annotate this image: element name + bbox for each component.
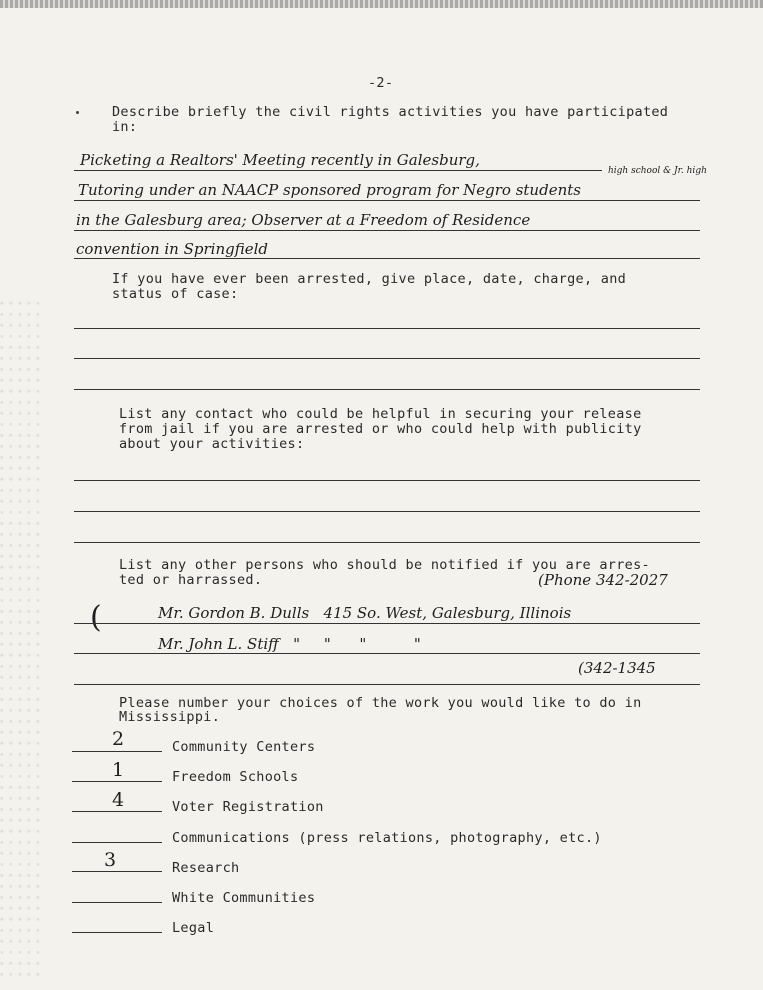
- q1-answer-line3: in the Galesburg area; Observer at a Freedom of Residence: [76, 211, 531, 229]
- choice-label: Voter Registration: [172, 799, 324, 815]
- q4-person2: Mr. John L. Stiff " " " ": [158, 635, 421, 653]
- q4-phone2: (342-1345: [578, 659, 656, 677]
- scan-edge: [0, 0, 763, 8]
- q4-answer-rule-1: [74, 623, 700, 624]
- choice-label: Communications (press relations, photography, etc.): [172, 830, 602, 846]
- bullet-marker: [76, 111, 79, 114]
- bracket-mark: (: [90, 600, 102, 635]
- q2-answer-rule-3: [74, 389, 700, 390]
- q1-margin-note: high school & Jr. high: [608, 166, 707, 176]
- q4-phone1: (Phone 342-2027: [538, 571, 668, 589]
- q3-line3: about your activities:: [119, 436, 305, 452]
- q5-line2: Mississippi.: [119, 709, 221, 725]
- q1-answer-rule-2: [74, 200, 700, 201]
- q1-answer-line2: Tutoring under an NAACP sponsored program for Negro students: [78, 181, 581, 199]
- choice-blank: [72, 842, 162, 843]
- q1-answer-rule-3: [74, 230, 700, 231]
- choice-label: Research: [172, 860, 240, 876]
- q4-line2: ted or harrassed.: [119, 572, 263, 588]
- q4-line1: List any other persons who should be notified if you are arres-: [119, 557, 650, 573]
- q2-line2: status of case:: [112, 286, 239, 302]
- choice-rank: 1: [112, 759, 125, 781]
- choice-blank: [72, 932, 162, 933]
- choice-rank: 2: [112, 728, 125, 750]
- choice-blank: [72, 781, 162, 782]
- q1-answer-line1: Picketing a Realtors' Meeting recently in Galesburg,: [80, 151, 480, 169]
- q4-answer-rule-2: [74, 653, 700, 654]
- q3-line2: from jail if you are arrested or who could help with publicity: [119, 421, 642, 437]
- q1-line2: in:: [112, 119, 138, 135]
- q4-person1: Mr. Gordon B. Dulls 415 So. West, Galesburg, Illinois: [158, 604, 572, 622]
- choice-blank: [72, 871, 162, 872]
- q3-line1: List any contact who could be helpful in securing your release: [119, 406, 642, 422]
- q5-line1: Please number your choices of the work you would like to do in: [119, 695, 642, 711]
- q2-line1: If you have ever been arrested, give place, date, charge, and: [112, 271, 627, 287]
- choice-rank: 4: [112, 789, 125, 811]
- choice-rank: 3: [104, 849, 117, 871]
- page-number: -2-: [368, 75, 394, 91]
- q1-answer-rule-4: [74, 258, 700, 259]
- choice-label: Community Centers: [172, 739, 316, 755]
- scan-noise: [0, 300, 40, 980]
- choice-label: White Communities: [172, 890, 316, 906]
- q4-answer-rule-3: [74, 684, 700, 685]
- q3-answer-rule-2: [74, 511, 700, 512]
- q2-answer-rule-2: [74, 358, 700, 359]
- q1-line1: Describe briefly the civil rights activities you have participated: [112, 104, 669, 120]
- choice-label: Freedom Schools: [172, 769, 299, 785]
- q3-answer-rule-1: [74, 480, 700, 481]
- choice-label: Legal: [172, 920, 215, 936]
- q2-answer-rule-1: [74, 328, 700, 329]
- q1-answer-rule-1: [74, 170, 602, 171]
- choice-blank: [72, 902, 162, 903]
- q3-answer-rule-3: [74, 542, 700, 543]
- choice-blank: [72, 751, 162, 752]
- choice-blank: [72, 811, 162, 812]
- q1-answer-line4: convention in Springfield: [76, 240, 269, 258]
